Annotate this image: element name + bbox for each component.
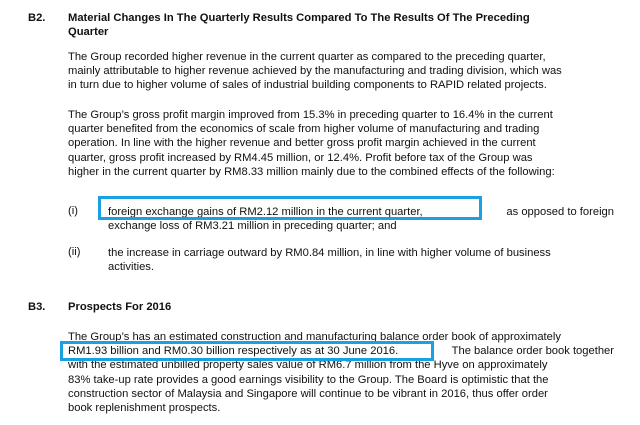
paragraph-line: higher in the current quarter by RM8.33 million mainly due to the combined effects of the following: (68, 165, 555, 178)
section-number-b3: B3. (28, 301, 46, 313)
paragraph-line: in turn due to higher volume of sales of industrial building components to RAPID related projects. (68, 79, 547, 92)
paragraph-line: RM1.93 billion and RM0.30 billion respectively as at 30 June 2016. The balance order book together (68, 345, 614, 358)
paragraph-line: operation. In line with the higher revenue and better gross profit margin achieved in the current (68, 137, 536, 150)
list-item-line: the increase in carriage outward by RM0.84 million, in line with higher volume of business (108, 247, 551, 259)
paragraph-line: construction sector of Malaysia and Singapore will continue to be vibrant in 2016, thus offer order (68, 387, 548, 400)
highlighted-text: RM1.93 billion and RM0.30 billion respectively as at 30 June 2016. (68, 345, 399, 358)
highlighted-text: foreign exchange gains of RM2.12 million in the current quarter, (108, 206, 423, 218)
section-title-b3: Prospects For 2016 (68, 301, 172, 313)
list-marker-ii: (ii) (68, 246, 81, 258)
paragraph-line: with the estimated unbilled property sales value of RM6.7 million from the Hyve on approximately (68, 359, 548, 372)
paragraph-line: book replenishment prospects. (68, 402, 221, 415)
paragraph-line: The Group recorded higher revenue in the current quarter as compared to the preceding quarter, (68, 51, 546, 63)
paragraph-line: The Group’s has an estimated construction and manufacturing balance order book of approximately (68, 331, 561, 343)
list-marker-i: (i) (68, 205, 78, 217)
section-number-b2: B2. (28, 12, 46, 24)
paragraph-line: quarter benefited from the economics of scale from higher volume of manufacturing and trading (68, 123, 540, 136)
list-item-line: foreign exchange gains of RM2.12 million in the current quarter, as opposed to foreign (108, 206, 614, 218)
list-item-line: exchange loss of RM3.21 million in preceding quarter; and (108, 220, 397, 233)
paragraph-revenue (68, 50, 614, 93)
paragraph-line: mainly attributable to higher revenue achieved by the manufacturing and trading division, which was (68, 65, 562, 78)
list-item-line: activities. (108, 261, 155, 274)
highlight-box-order-book (60, 341, 434, 361)
highlight-box-fx-gains (98, 196, 482, 220)
paragraph-line: 83% take-up rate provides a good earnings visibility to the Group. The Board is optimistic that the (68, 373, 549, 386)
list-item-carriage (108, 246, 614, 274)
section-title-b2-line2: Quarter (68, 26, 109, 38)
paragraph-line: quarter, gross profit increased by RM4.45 million, or 12.4%. Profit before tax of the Group was (68, 151, 533, 164)
section-title-b2-line1: Material Changes In The Quarterly Results Compared To The Results Of The Preceding (68, 12, 530, 24)
paragraph-gross-profit (68, 108, 614, 179)
paragraph-line: The Group’s gross profit margin improved from 15.3% in preceding quarter to 16.4% in the current (68, 109, 553, 121)
